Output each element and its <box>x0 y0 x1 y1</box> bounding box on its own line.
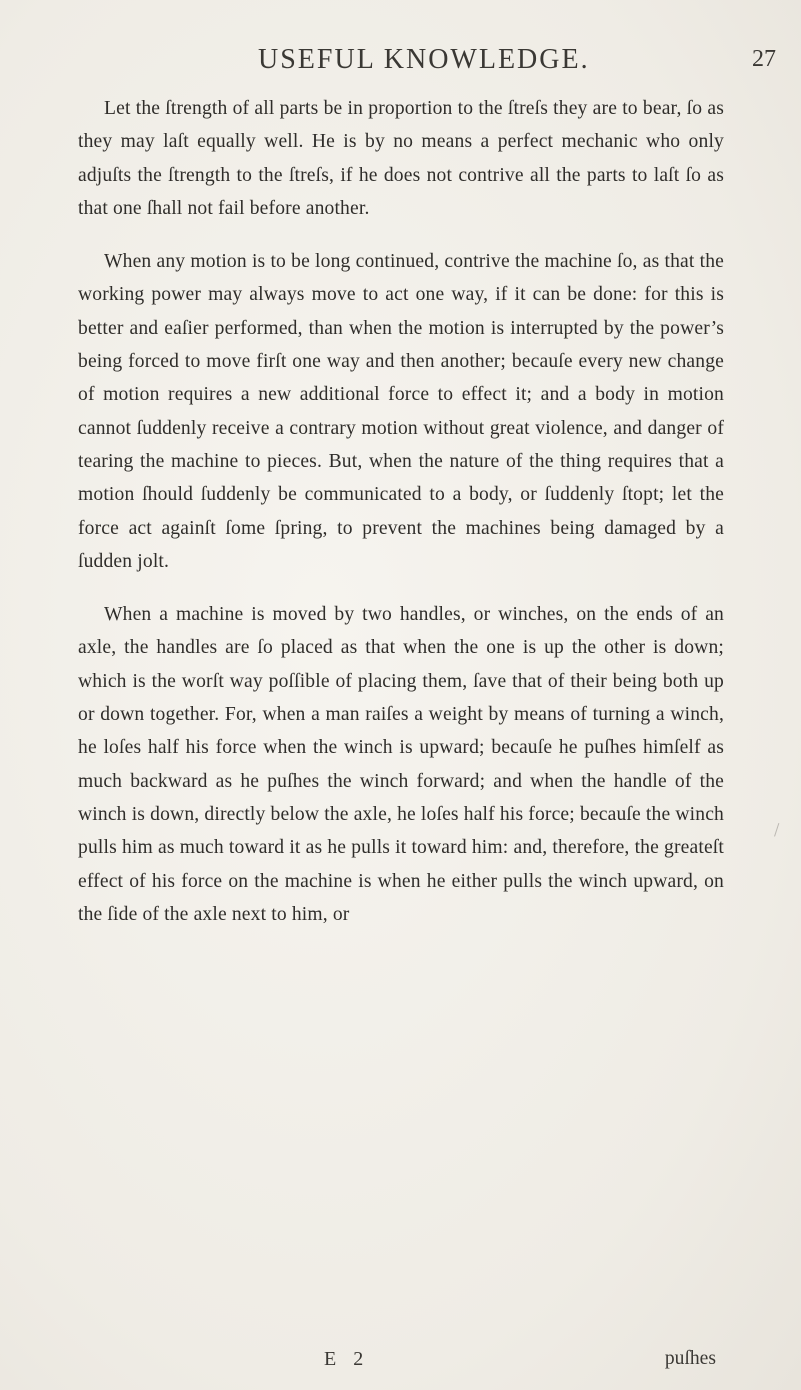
page-footer <box>78 1348 724 1382</box>
catchword: puſhes <box>664 1348 716 1369</box>
page-header <box>0 44 801 84</box>
running-head: USEFUL KNOWLEDGE. <box>258 44 590 75</box>
paragraph-winches: When a machine is moved by two handles, or winches, on the ends of an axle, the handles are ſo placed as that when the one is up the other is down; which is the worſt way poſſible of placing them, ſave that of their being both up or down together. For, when a man raiſes a weight by means of turning a winch, he loſes half his force when the winch is upward; becauſe he puſhes himſelf as much backward as he puſhes the winch forward; and when the handle of the winch is down, directly below the axle, he loſes half his force; becauſe the winch pulls him as much toward it as he pulls it toward him: and, therefore, the greateſt effect of his force on the machine is when he either pulls the winch upward, on the ſide of the axle next to him, or <box>78 604 724 925</box>
paragraph-motion: When any motion is to be long continued, contrive the machine ſo, as that the working power may always move to act one way, if it can be done: for this is better and eaſier performed, than when the motion is interrupted by the power’s being forced to move firſt one way and then another; becauſe every new change of motion requires a new additional force to effect it; and a body in motion cannot ſuddenly receive a contrary motion without great violence, and danger of tearing the machine to pieces. But, when the nature of the thing requires that a motion ſhould ſuddenly be communicated to a body, or ſuddenly ſtopt; let the force act againſt ſome ſpring, to prevent the machines being damaged by a ſudden jolt. <box>78 251 724 572</box>
page-number: 27 <box>752 46 776 72</box>
paragraph-strength: Let the ſtrength of all parts be in proportion to the ſtreſs they are to bear, ſo as they may laſt equally well. He is by no means a perfect mechanic who only adjuſts the ſtrength to the ſtreſs, if he does not contrive all the parts to laſt ſo as that one ſhall not fail before another. <box>78 98 724 219</box>
body-text <box>78 92 724 931</box>
signature-mark: E 2 <box>324 1348 370 1370</box>
margin-pencil-mark <box>774 823 787 839</box>
